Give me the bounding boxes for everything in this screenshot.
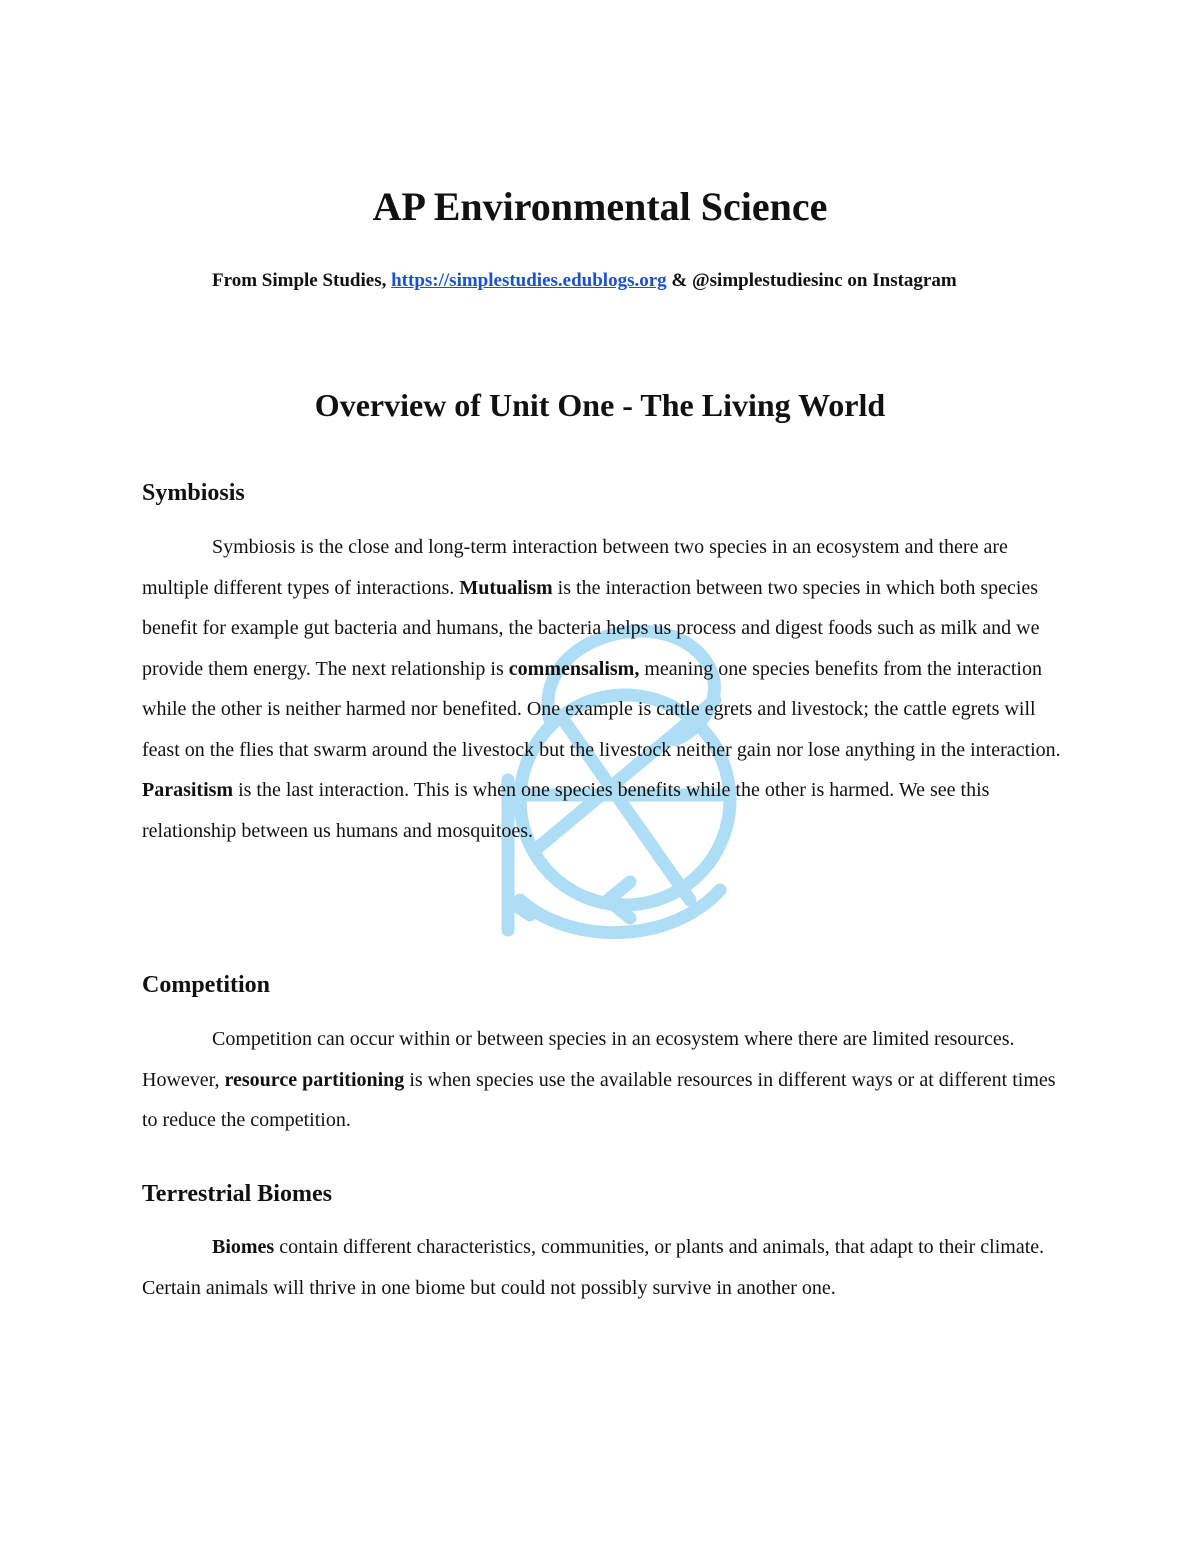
simplestudies-link[interactable]: https://simplestudies.edublogs.org <box>391 270 667 291</box>
term-parasitism: Parasitism <box>142 779 234 801</box>
credit-prefix: From Simple Studies, <box>212 270 392 291</box>
text-run: is the last interaction. This is when one species benefits while the other is harmed. We see this relationship between us humans and mosquitoes. <box>142 779 990 842</box>
text-run: contain different characteristics, communities, or plants and animals, that adapt to their climate. Certain animals will thrive in one biome but could not possibly survive in another one. <box>142 1236 1045 1299</box>
section-heading-symbiosis: Symbiosis <box>142 480 245 506</box>
text-run: Symbiosis is the close and long-term interaction between two species in an ecosystem and there are multiple different types of interactions. <box>142 536 1008 599</box>
section-heading-terrestrial-biomes: Terrestrial Biomes <box>142 1181 332 1207</box>
text-run: is when species use the available resources in different ways or at different times to reduce the competition. <box>142 1068 1056 1131</box>
text-run: meaning one species benefits from the interaction while the other is neither harmed nor benefited. One example is cattle egrets and livestock; the cattle egrets will feast on the flies that swarm around the livestock but the livestock neither gain nor lose anything in the interaction. <box>142 657 1061 761</box>
term-mutualism: Mutualism <box>459 576 553 599</box>
text-run: Competition can occur within or between species in an ecosystem where there are limited resources. However, <box>142 1028 1015 1091</box>
term-resource-partitioning: resource partitioning <box>224 1068 405 1091</box>
text-run: is the interaction between two species in which both species benefit for example gut bacteria and humans, the bacteria helps us process and digest foods such as milk and we provide them energy. The next relationship is <box>142 576 1040 680</box>
paragraph-competition <box>142 1019 1062 1141</box>
unit-title: Overview of Unit One - The Living World <box>314 387 886 423</box>
term-biomes: Biomes <box>212 1236 275 1258</box>
paragraph-terrestrial-biomes <box>142 1227 1062 1308</box>
paragraph-symbiosis <box>142 527 1062 851</box>
term-commensalism: commensalism, <box>508 657 640 680</box>
section-heading-competition: Competition <box>142 972 270 998</box>
credit-suffix: & @simplestudiesinc on Instagram <box>666 270 957 291</box>
document-title: AP Environmental Science <box>372 184 828 229</box>
credit-line <box>212 268 957 294</box>
